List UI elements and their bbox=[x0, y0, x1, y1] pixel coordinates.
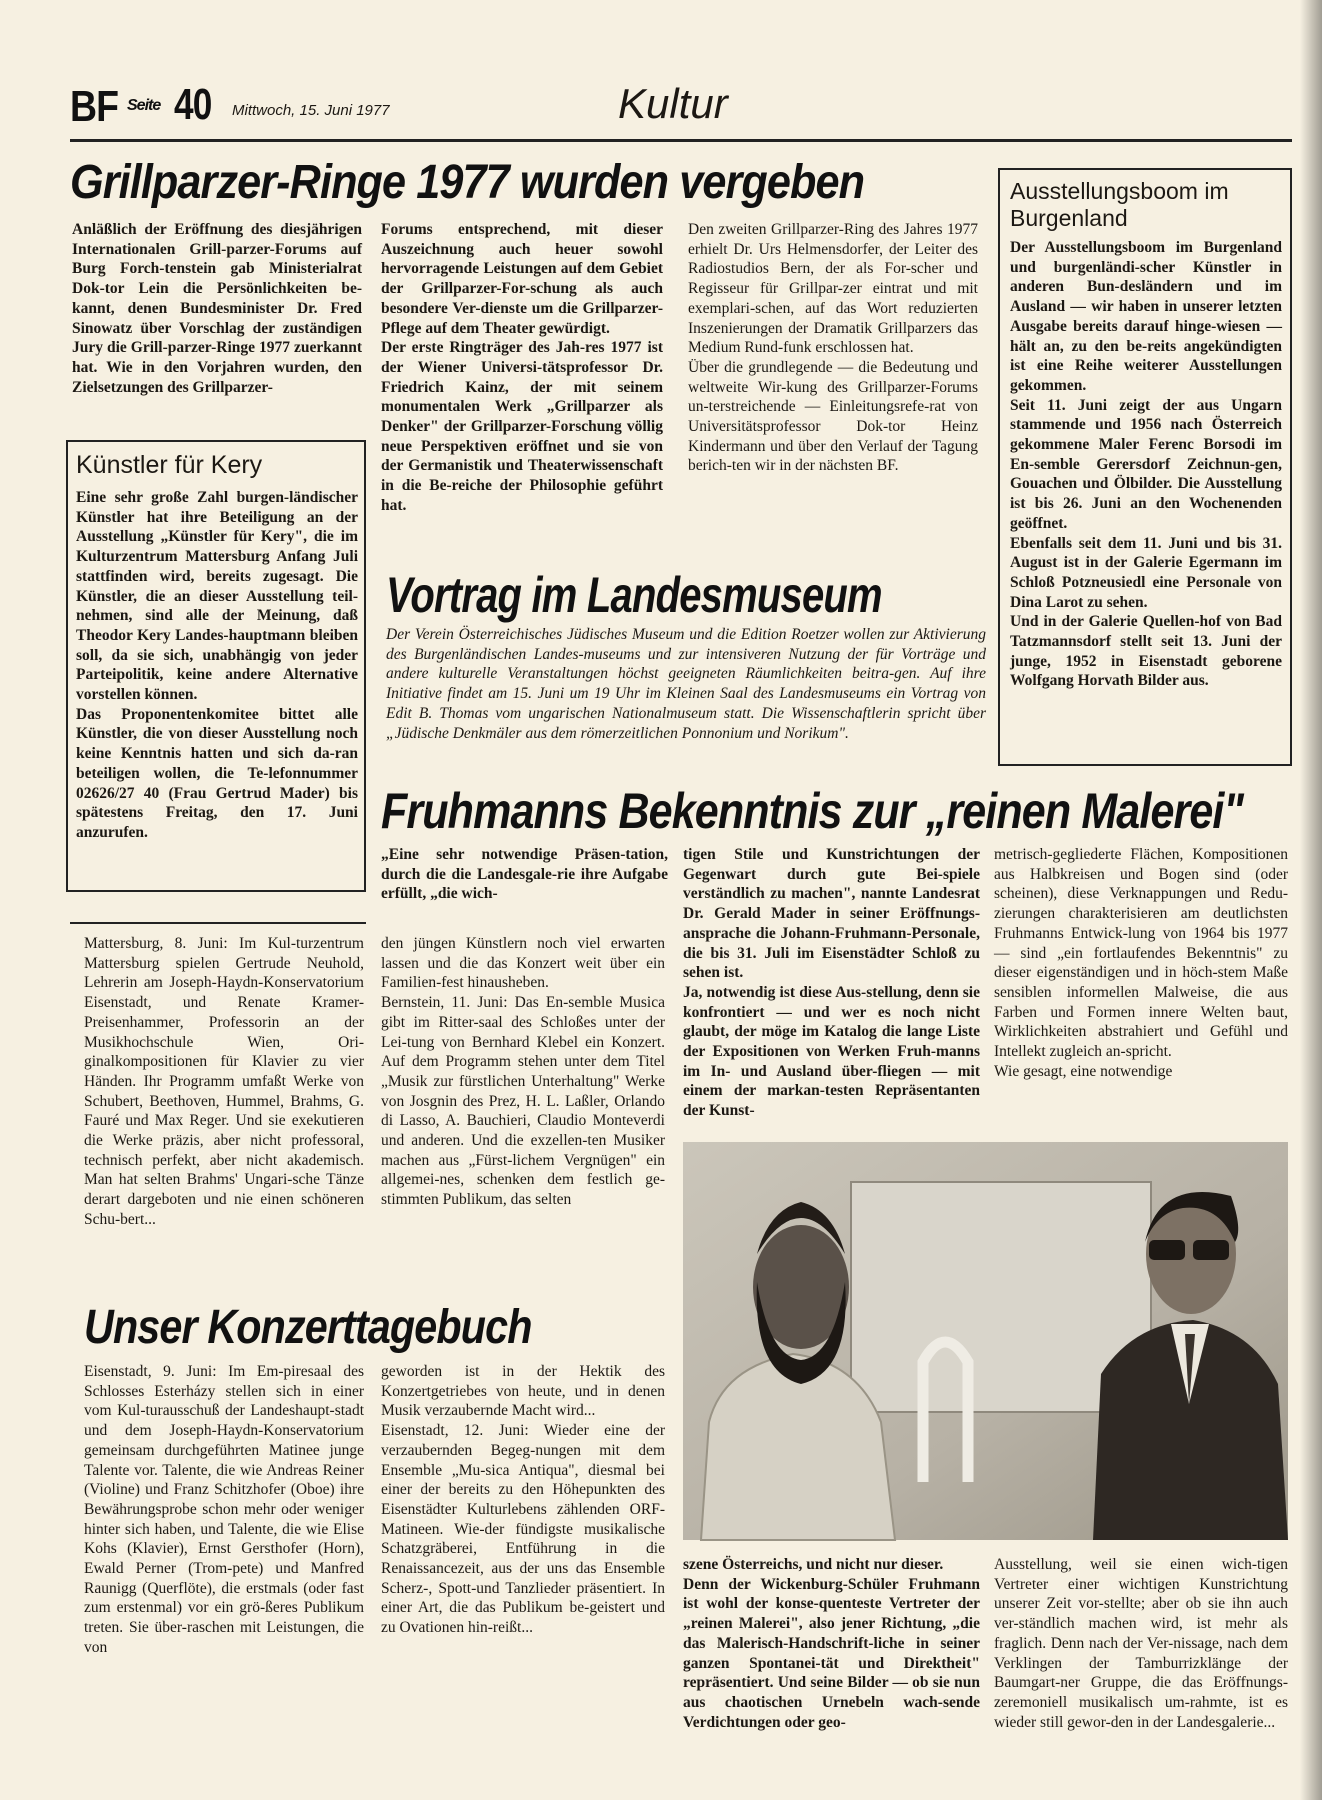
ausstellungsboom-title: Ausstellungsboom im Burgenland bbox=[1010, 178, 1229, 231]
page-number: 40 bbox=[174, 80, 212, 129]
konzert-col-1b: Eisenstadt, 9. Juni: Im Em-piresaal des Schlosses Esterházy stellen sich in einer vom Kul-turausschuß der Landeshaupt-stadt und dem Joseph-Haydn-Konservatorium gemeinsam durchgeführten Matinee junge Talente vor. Talente, die wie Andreas Reiner (Violine) und Franz Schitzhofer (Oboe) ihre Bewährungsprobe schon mehr oder weniger hinter sich haben, und Talente, die wie Elise Kohs (Klavier), Ernst Gersthofer (Horn), Ewald Perner (Trom-pete) und Manfred Raunigg (Querflöte), die erstmals (oder fast zum erstenmal) vor ein grö-ßeres Publikum treten. Sie über-raschen mit Leistungen, die von bbox=[84, 1363, 364, 1656]
fruhmann-col-3b: Ausstellung, weil sie einen wich-tigen Vertreter einer wichtigen Kunstrichtung unserer Zeit vor-stellte; aber ob sie ihn auch ver-ständlich machen wird, ist mehr als fraglich. Denn nach der Ver-nissage, nach dem Verklingen der Tamburrizklänge der Baumgart-ner Gruppe, die das Eröffnungs-zeremoniell musikalisch um-rahmte, ist es wieder still gewor-den in der Landesgalerie... bbox=[994, 1556, 1288, 1731]
page-edge-shadow bbox=[1300, 0, 1322, 1800]
ausstellungsboom-box bbox=[998, 168, 1292, 766]
grillparzer-headline: Grillparzer-Ringe 1977 wurden vergeben bbox=[70, 156, 865, 209]
kery-title: Künstler für Kery bbox=[76, 451, 263, 479]
ausstellungsboom-body: Der Ausstellungsboom im Burgenland und burgenländi-scher Künstler in anderen Bun-desländern und im Ausland — wir haben in unserer letzten Ausgabe bereits darauf hinge-wiesen — hält an, zu den be-reits angekündigten ist eine Reihe weiterer Ausstellungen gekommen. Seit 11. Juni zeigt der aus Ungarn stammende und 1956 nach Österreich gekommene Maler Ferenc Borsodi im En-semble Gerersdorf Zeichnun-gen, Gouachen und Ölbilder. Die Ausstellung ist bis 26. Juni an den Wochenenden geöffnet. Ebenfalls seit dem 11. Juni und bis 31. August ist in der Galerie Egermann im Schloß Potzneusiedl eine Personale von Dina Larot zu sehen. Und in der Galerie Quellen-hof von Bad Tatzmannsdorf stellt seit 13. Juni der junge, 1952 in Eisenstadt geborene Wolfgang Horvath Bilder aus. bbox=[1010, 239, 1282, 690]
fruhmann-col-2: tigen Stile und Kunstrichtungen der Gegenwart durch gute Bei-spiele verständlich zu machen", nannte Landesrat Dr. Gerald Mader in seiner Eröffnungs-ansprache die Johann-Fruhmann-Personale, die bis 31. Juli im Eisenstädter Schloß zu sehen ist. Ja, notwendig ist diese Aus-stellung, denn sie konfrontiert — und wer es noch nicht glaubt, der möge im Katalog die lange Liste der Expositionen von Werken Fruh-manns im In- und Ausland über-fliegen — mit einem der markan-testen Repräsentanten der Kunst- bbox=[683, 846, 980, 1120]
fruhmann-col-3: metrisch-gegliederte Flächen, Kompositionen aus Halbkreisen und Bogen sind (oder scheinen), diese Verknappungen und Redu-zierungen charakterisieren am deutlichsten Fruhmanns Entwick-lung von 1964 bis 1977 — sind „ein fortlaufendes Bekenntnis" zu dieser eigenständigen und in höch-stem Maße sensiblen informellen Malweise, die aus Farben und Formen innere Welten baut, Wirklichkeiten abstrahiert und Gefühl und Intellekt zugleich an-spricht. Wie gesagt, eine notwendige bbox=[994, 846, 1288, 1080]
kery-box bbox=[66, 440, 366, 892]
konzert-col-1: Mattersburg, 8. Juni: Im Kul-turzentrum Mattersburg spielen Gertrude Neuhold, Lehrerin am Joseph-Haydn-Konservatorium Eisenstadt, und Renate Kramer-Preisenhammer, Professorin an der Musikhochschule Wien, Ori-ginalkompositionen für Klavier zu vier Händen. Ihr Programm umfaßt Werke von Schubert, Beethoven, Hummel, Brahms, G. Fauré und Max Reger. Und sie exekutieren die Werke präzis, aber nicht professoral, technisch perfekt, aber nicht akademisch. Man hat selten Brahms' Ungari-sche Tänze derart dargeboten und nie einen schöneren Schu-bert... bbox=[84, 935, 364, 1228]
newspaper-logo: BF bbox=[70, 82, 119, 131]
masthead-rule bbox=[70, 139, 1292, 142]
section-title: Kultur bbox=[618, 80, 728, 127]
vortrag-headline: Vortrag im Landesmuseum bbox=[386, 567, 882, 623]
grillparzer-col-1: Anläßlich der Eröffnung des diesjährigen Internationalen Grill-parzer-Forums auf Burg Forch-tenstein gab Ministerialrat Dok-tor Lein die Persönlichkeiten be-kannt, denen Bundesminister Dr. Fred Sinowatz über Vorschlag der zuständigen Jury die Grill-parzer-Ringe 1977 zuerkannt hat. Wie in den Vorjahren wurden, den Zielsetzungen des Grillparzer- bbox=[72, 221, 362, 396]
issue-date: Mittwoch, 15. Juni 1977 bbox=[232, 102, 390, 119]
fruhmann-headline: Fruhmanns Bekenntnis zur „reinen Malerei" bbox=[381, 783, 1244, 839]
grillparzer-col-3: Den zweiten Grillparzer-Ring des Jahres 1977 erhielt Dr. Urs Helmensdorfer, der Leiter des Radiostudios Bern, der als For-scher und Regisseur für Grillpar-zer eintrat und mit exemplari-schen, auf das Wort reduzierten Inszenierungen der Dramatik Grillparzers das Medium Rund-funk erschlossen hat. Über die grundlegende — die Bedeutung und weltweite Wir-kung des Grillparzer-Forums un-terstreichende — Einleitungsrefe-rat von Universitätsprofessor Dok-tor Heinz Kindermann und über den Verlauf der Tagung berich-ten wir in der nächsten BF. bbox=[688, 221, 978, 475]
fruhmann-photo bbox=[683, 1142, 1288, 1540]
konzert-col-2b: geworden ist in der Hektik des Konzertgetriebes von heute, und in denen Musik verzaubernde Macht wird... Eisenstadt, 12. Juni: Wieder eine der verzaubernden Begeg-nungen mit dem Ensemble „Mu-sica Antiqua", diesmal bei einer der bereits zu den Höhepunkten des Eisenstädter Kulturlebens zählenden ORF-Matineen. Wie-der fündigste musikalische Schatzgräberei, Entführung in die Renaissancezeit, aus der uns das Ensemble Scherz-, Spott-und Tanzlieder präsentiert. In einer Art, die das Publikum be-geistert und zu Ovationen hin-reißt... bbox=[381, 1363, 665, 1637]
grillparzer-col-2: Forums entsprechend, mit dieser Auszeichnung auch heuer sowohl hervorragende Leistungen auf dem Gebiet der Grillparzer-For-schung als auch besondere Ver-dienste um die Grillparzer-Pflege auf dem Theater gewürdigt. Der erste Ringträger des Jah-res 1977 ist der Wiener Universi-tätsprofessor Dr. Friedrich Kainz, der mit seinem monumentalen Werk „Grillparzer als Denker" der Grillparzer-Forschung völlig neue Perspektiven eröffnet und sie von der Germanistik und Theaterwissenschaft in die Be-reiche der Philosophie geführt hat. bbox=[381, 221, 663, 514]
konzert-top-rule bbox=[70, 922, 366, 924]
kery-body: Eine sehr große Zahl burgen-ländischer Künstler hat ihre Beteiligung an der Ausstellung „Künstler für Kery", die im Kulturzentrum Mattersburg Anfang Juli stattfinden wird, bereits zugesagt. Die Künstler, die an dieser Ausstellung teil-nehmen, sind alle der Meinung, daß Theodor Kery Landes-hauptmann bleiben soll, da sie sich, unabhängig von jeder Parteipolitik, keine andere Alternative vorstellen können. Das Proponentenkomitee bittet alle Künstler, die von dieser Ausstellung noch keine Kenntnis hatten und sich da-ran beteiligen wollen, die Te-lefonnummer 02626/27 40 (Frau Gertrud Mader) bis spätestens Freitag, den 17. Juni anzurufen. bbox=[76, 489, 358, 841]
page-label: Seite bbox=[127, 97, 161, 114]
fruhmann-col-1: „Eine sehr notwendige Präsen-tation, durch die die Landesgale-rie ihre Aufgabe erfüllt, „die wich- bbox=[381, 846, 668, 903]
vortrag-body: Der Verein Österreichisches Jüdisches Museum und die Edition Roetzer wollen zur Aktivierung des Burgenländischen Landes-museums und zur intensiveren Nutzung der für Vorträge und andere kulturelle Veranstaltungen höchst geeigneten Räumlichkeiten beitra-gen. Auf ihre Initiative findet am 15. Juni um 19 Uhr im Kleinen Saal des Landesmuseums ein Vortrag von Edit B. Thomas vom ungarischen Nationalmuseum statt. Die Wissenschaftlerin spricht über „Jüdische Denkmäler aus dem römerzeitlichen Ponnonium und Norikum". bbox=[386, 626, 986, 742]
konzert-col-2: den jüngen Künstlern noch viel erwarten lassen und die das Konzert weit über ein Familien-fest hinausheben. Bernstein, 11. Juni: Das En-semble Musica gibt im Ritter-saal des Schloßes unter der Lei-tung von Bernhard Klebel ein Konzert. Auf dem Programm stehen unter dem Titel „Musik zur fürstlichen Unterhaltung" Werke von Josgnin des Prez, H. L. Laßler, Orlando di Lasso, A. Bauchieri, Claudio Monteverdi und anderen. Und die exzellen-ten Musiker machen aus „Fürst-lichem Vergnügen" ein allgemei-nes, schenken dem festlich ge-stimmten Publikum, das selten bbox=[381, 935, 665, 1209]
fruhmann-col-2b: szene Österreichs, und nicht nur dieser. Denn der Wickenburg-Schüler Fruhmann ist wohl der konse-quenteste Vertreter der „reinen Malerei", also jener Richtung, „die das Malerisch-Handschrift-liche in seiner ganzen Spontanei-tät und Direktheit" repräsentiert. Und seine Bilder — ob sie nun aus chaotischen Urnebeln wach-sende Verdichtungen oder geo- bbox=[683, 1556, 980, 1731]
fruhmann-col-2b-cont bbox=[683, 1555, 980, 1770]
konzert-headline: Unser Konzerttagebuch bbox=[84, 1301, 532, 1354]
photo-image bbox=[683, 1142, 1288, 1540]
